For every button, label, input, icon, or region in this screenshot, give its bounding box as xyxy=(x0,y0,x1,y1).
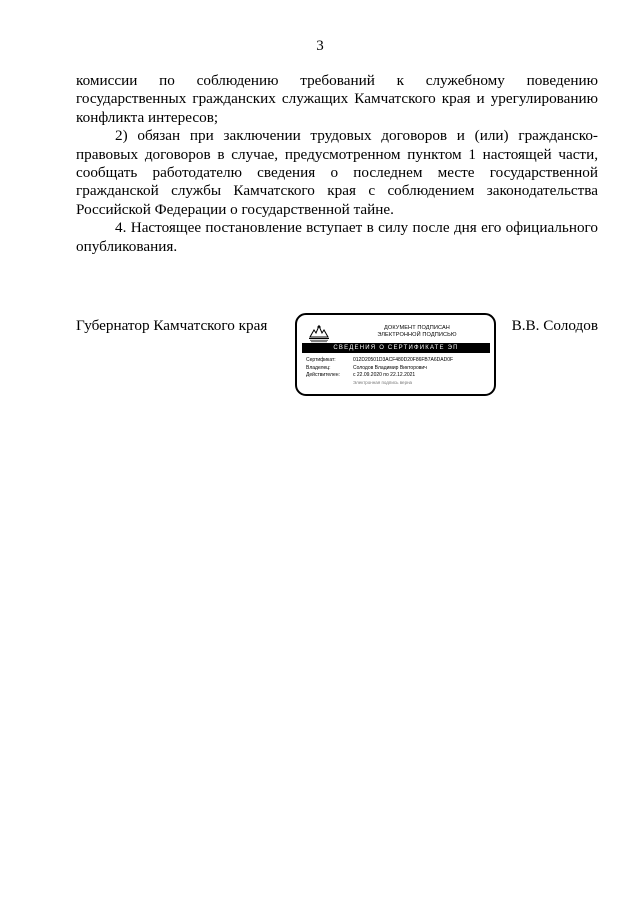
stamp-valid-row xyxy=(306,372,492,380)
document-body xyxy=(76,72,598,256)
signature-block xyxy=(76,317,598,407)
stamp-header-line2: ЭЛЕКТРОННОЙ ПОДПИСЬЮ xyxy=(377,332,457,338)
kamchatka-emblem-icon xyxy=(308,323,330,343)
stamp-footer: Электронная подпись верна xyxy=(353,380,413,385)
paragraph-effective-date: 4. Настоящее постановление вступает в силу после дня его официального опубликования. xyxy=(76,219,598,255)
signer-position: Губернатор Камчатского края xyxy=(76,317,268,334)
stamp-certificate-bar: СВЕДЕНИЯ О СЕРТИФИКАТЕ ЭП xyxy=(302,343,490,353)
stamp-header xyxy=(339,325,495,339)
stamp-owner-label: Владелец: xyxy=(306,364,331,371)
paragraph-continuation: комиссии по соблюдению требований к служебному поведению государственных гражданских служащих Камчатского края и урегулированию конфликта интересов; xyxy=(76,72,598,126)
signer-name: В.В. Солодов xyxy=(511,317,598,334)
stamp-owner-value: Солодов Владимир Викторович xyxy=(353,364,427,371)
paragraph-item-2: 2) обязан при заключении трудовых договоров и (или) гражданско-правовых договоров в случае, предусмотренном пунктом 1 настоящей части, сообщать работодателю сведения о последнем месте государственной гражданской службы Камчатского края с соблюдением законодательства Российской Федерации о государственной тайне. xyxy=(76,127,598,218)
stamp-certificate-value: 012D20501D3ACF480D20F86FB7A6DAD0F xyxy=(353,357,454,363)
stamp-certificate-label: Сертификат: xyxy=(306,357,336,363)
page-number: 3 xyxy=(316,38,324,54)
stamp-valid-value: с 22.09.2020 по 22.12.2021 xyxy=(353,372,416,378)
stamp-certificate-row xyxy=(306,357,492,365)
stamp-header-line1: ДОКУМЕНТ ПОДПИСАН xyxy=(384,325,450,331)
stamp-owner-row xyxy=(306,365,492,373)
stamp-fields xyxy=(306,357,492,380)
stamp-valid-label: Действителен: xyxy=(306,372,340,378)
electronic-signature-stamp xyxy=(295,313,496,396)
